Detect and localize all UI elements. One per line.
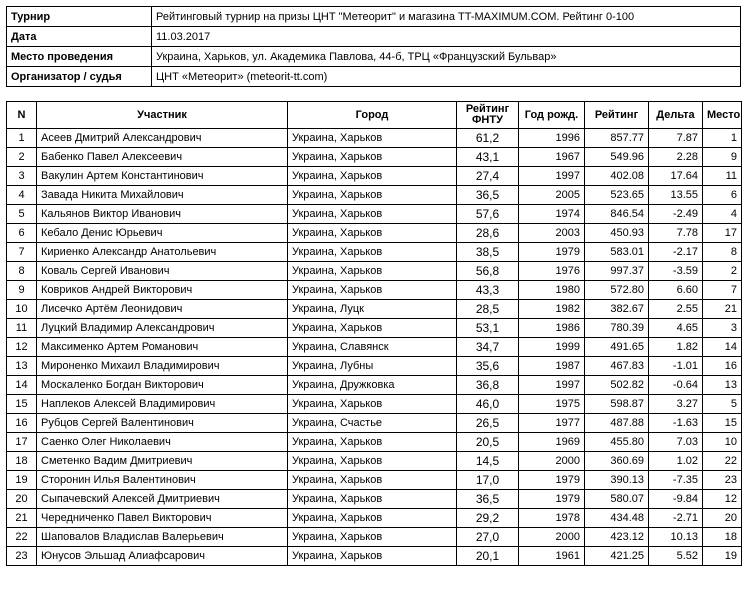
cell-fntu-rating: 28,6 [457, 224, 519, 243]
info-value: Украина, Харьков, ул. Академика Павлова, 44-б, ТРЦ «Французский Бульвар» [152, 47, 741, 67]
cell-fntu-rating: 36,5 [457, 490, 519, 509]
cell-place: 23 [703, 471, 742, 490]
cell-fntu-rating: 61,2 [457, 129, 519, 148]
cell-city: Украина, Славянск [288, 338, 457, 357]
cell-delta: -2.17 [649, 243, 703, 262]
cell-place: 20 [703, 509, 742, 528]
cell-delta: -0.64 [649, 376, 703, 395]
cell-rating: 450.93 [585, 224, 649, 243]
cell-city: Украина, Харьков [288, 490, 457, 509]
cell-place: 6 [703, 186, 742, 205]
cell-number: 23 [7, 547, 37, 566]
cell-fntu-rating: 26,5 [457, 414, 519, 433]
cell-rating: 857.77 [585, 129, 649, 148]
cell-place: 18 [703, 528, 742, 547]
cell-city: Украина, Харьков [288, 129, 457, 148]
table-row [7, 281, 742, 300]
cell-number: 19 [7, 471, 37, 490]
cell-city: Украина, Харьков [288, 186, 457, 205]
table-row [7, 376, 742, 395]
cell-city: Украина, Харьков [288, 262, 457, 281]
cell-place: 11 [703, 167, 742, 186]
cell-delta: 7.78 [649, 224, 703, 243]
cell-delta: -1.01 [649, 357, 703, 376]
cell-city: Украина, Лубны [288, 357, 457, 376]
cell-participant: Москаленко Богдан Викторович [37, 376, 288, 395]
cell-fntu-rating: 46,0 [457, 395, 519, 414]
cell-delta: -2.71 [649, 509, 703, 528]
cell-participant: Наплеков Алексей Владимирович [37, 395, 288, 414]
cell-city: Украина, Харьков [288, 452, 457, 471]
cell-participant: Сыпачевский Алексей Дмитриевич [37, 490, 288, 509]
cell-number: 22 [7, 528, 37, 547]
info-label: Турнир [7, 7, 152, 27]
table-row [7, 433, 742, 452]
cell-number: 14 [7, 376, 37, 395]
cell-participant: Шаповалов Владислав Валерьевич [37, 528, 288, 547]
info-value: Рейтинговый турнир на призы ЦНТ "Метеорит" и магазина TT-MAXIMUM.COM. Рейтинг 0-100 [152, 7, 741, 27]
cell-number: 6 [7, 224, 37, 243]
cell-rating: 580.07 [585, 490, 649, 509]
table-row [7, 148, 742, 167]
cell-rating: 549.96 [585, 148, 649, 167]
info-row [7, 27, 741, 47]
cell-participant: Рубцов Сергей Валентинович [37, 414, 288, 433]
header-fntu-rating: Рейтинг ФНТУ [457, 102, 519, 129]
cell-number: 10 [7, 300, 37, 319]
cell-birth-year: 2000 [519, 528, 585, 547]
table-row [7, 167, 742, 186]
cell-participant: Асеев Дмитрий Александрович [37, 129, 288, 148]
cell-number: 21 [7, 509, 37, 528]
cell-birth-year: 2005 [519, 186, 585, 205]
cell-birth-year: 1980 [519, 281, 585, 300]
table-row [7, 490, 742, 509]
cell-number: 1 [7, 129, 37, 148]
cell-city: Украина, Харьков [288, 148, 457, 167]
cell-birth-year: 1976 [519, 262, 585, 281]
info-label: Дата [7, 27, 152, 47]
table-row [7, 243, 742, 262]
cell-fntu-rating: 20,5 [457, 433, 519, 452]
cell-fntu-rating: 27,4 [457, 167, 519, 186]
cell-rating: 502.82 [585, 376, 649, 395]
cell-birth-year: 1999 [519, 338, 585, 357]
cell-place: 7 [703, 281, 742, 300]
cell-fntu-rating: 43,3 [457, 281, 519, 300]
cell-fntu-rating: 43,1 [457, 148, 519, 167]
cell-number: 7 [7, 243, 37, 262]
cell-birth-year: 1961 [519, 547, 585, 566]
cell-rating: 390.13 [585, 471, 649, 490]
results-header-row [7, 102, 742, 129]
cell-city: Украина, Харьков [288, 281, 457, 300]
cell-birth-year: 1996 [519, 129, 585, 148]
cell-place: 8 [703, 243, 742, 262]
cell-delta: 17.64 [649, 167, 703, 186]
cell-city: Украина, Дружковка [288, 376, 457, 395]
cell-birth-year: 1967 [519, 148, 585, 167]
cell-place: 17 [703, 224, 742, 243]
cell-number: 12 [7, 338, 37, 357]
cell-birth-year: 1982 [519, 300, 585, 319]
table-row [7, 395, 742, 414]
cell-delta: 2.28 [649, 148, 703, 167]
cell-birth-year: 1979 [519, 471, 585, 490]
cell-fntu-rating: 27,0 [457, 528, 519, 547]
cell-birth-year: 1979 [519, 490, 585, 509]
cell-birth-year: 1979 [519, 243, 585, 262]
table-row [7, 414, 742, 433]
cell-place: 10 [703, 433, 742, 452]
cell-fntu-rating: 29,2 [457, 509, 519, 528]
cell-number: 13 [7, 357, 37, 376]
cell-number: 16 [7, 414, 37, 433]
cell-city: Украина, Харьков [288, 167, 457, 186]
cell-number: 8 [7, 262, 37, 281]
cell-city: Украина, Харьков [288, 395, 457, 414]
table-row [7, 547, 742, 566]
info-value: ЦНТ «Метеорит» (meteorit-tt.com) [152, 67, 741, 87]
info-label: Организатор / судья [7, 67, 152, 87]
cell-city: Украина, Харьков [288, 319, 457, 338]
cell-birth-year: 1978 [519, 509, 585, 528]
cell-delta: 7.87 [649, 129, 703, 148]
cell-fntu-rating: 56,8 [457, 262, 519, 281]
cell-fntu-rating: 36,8 [457, 376, 519, 395]
cell-participant: Саенко Олег Николаевич [37, 433, 288, 452]
cell-rating: 487.88 [585, 414, 649, 433]
cell-fntu-rating: 14,5 [457, 452, 519, 471]
table-row [7, 452, 742, 471]
cell-rating: 583.01 [585, 243, 649, 262]
cell-rating: 997.37 [585, 262, 649, 281]
cell-place: 4 [703, 205, 742, 224]
info-label: Место проведения [7, 47, 152, 67]
cell-rating: 455.80 [585, 433, 649, 452]
cell-place: 1 [703, 129, 742, 148]
cell-city: Украина, Харьков [288, 547, 457, 566]
header-rating: Рейтинг [585, 102, 649, 129]
cell-place: 15 [703, 414, 742, 433]
cell-participant: Завада Никита Михайлович [37, 186, 288, 205]
cell-participant: Луцкий Владимир Александрович [37, 319, 288, 338]
cell-birth-year: 1975 [519, 395, 585, 414]
table-row [7, 186, 742, 205]
cell-participant: Кебало Денис Юрьевич [37, 224, 288, 243]
cell-rating: 467.83 [585, 357, 649, 376]
cell-birth-year: 2003 [519, 224, 585, 243]
cell-rating: 572.80 [585, 281, 649, 300]
cell-fntu-rating: 28,5 [457, 300, 519, 319]
header-birth-year: Год рожд. [519, 102, 585, 129]
header-delta: Дельта [649, 102, 703, 129]
cell-rating: 421.25 [585, 547, 649, 566]
cell-delta: 1.82 [649, 338, 703, 357]
cell-birth-year: 1974 [519, 205, 585, 224]
cell-city: Украина, Харьков [288, 528, 457, 547]
table-row [7, 224, 742, 243]
cell-birth-year: 2000 [519, 452, 585, 471]
header-participant: Участник [37, 102, 288, 129]
cell-number: 17 [7, 433, 37, 452]
cell-place: 9 [703, 148, 742, 167]
cell-delta: 5.52 [649, 547, 703, 566]
cell-number: 11 [7, 319, 37, 338]
cell-rating: 491.65 [585, 338, 649, 357]
cell-city: Украина, Харьков [288, 205, 457, 224]
cell-number: 5 [7, 205, 37, 224]
cell-city: Украина, Харьков [288, 243, 457, 262]
info-row [7, 47, 741, 67]
cell-number: 18 [7, 452, 37, 471]
cell-city: Украина, Счастье [288, 414, 457, 433]
cell-birth-year: 1977 [519, 414, 585, 433]
cell-city: Украина, Харьков [288, 509, 457, 528]
cell-place: 14 [703, 338, 742, 357]
table-row [7, 471, 742, 490]
table-row [7, 528, 742, 547]
cell-rating: 598.87 [585, 395, 649, 414]
cell-rating: 523.65 [585, 186, 649, 205]
cell-place: 5 [703, 395, 742, 414]
cell-participant: Кальянов Виктор Иванович [37, 205, 288, 224]
cell-fntu-rating: 36,5 [457, 186, 519, 205]
cell-place: 3 [703, 319, 742, 338]
cell-delta: -7.35 [649, 471, 703, 490]
cell-place: 12 [703, 490, 742, 509]
info-row [7, 67, 741, 87]
cell-number: 9 [7, 281, 37, 300]
cell-delta: 4.65 [649, 319, 703, 338]
cell-participant: Вакулин Артем Константинович [37, 167, 288, 186]
cell-rating: 382.67 [585, 300, 649, 319]
cell-rating: 780.39 [585, 319, 649, 338]
cell-delta: -3.59 [649, 262, 703, 281]
cell-city: Украина, Харьков [288, 433, 457, 452]
cell-number: 20 [7, 490, 37, 509]
cell-participant: Чередниченко Павел Викторович [37, 509, 288, 528]
cell-fntu-rating: 34,7 [457, 338, 519, 357]
cell-rating: 846.54 [585, 205, 649, 224]
cell-participant: Сторонин Илья Валентинович [37, 471, 288, 490]
cell-delta: -9.84 [649, 490, 703, 509]
cell-participant: Юнусов Эльшад Алиафсарович [37, 547, 288, 566]
cell-number: 4 [7, 186, 37, 205]
cell-delta: -1.63 [649, 414, 703, 433]
cell-delta: 10.13 [649, 528, 703, 547]
cell-participant: Сметенко Вадим Дмитриевич [37, 452, 288, 471]
info-value: 11.03.2017 [152, 27, 741, 47]
cell-birth-year: 1987 [519, 357, 585, 376]
cell-delta: 7.03 [649, 433, 703, 452]
cell-place: 21 [703, 300, 742, 319]
table-row [7, 338, 742, 357]
cell-city: Украина, Луцк [288, 300, 457, 319]
cell-place: 16 [703, 357, 742, 376]
cell-participant: Лисечко Артём Леонидович [37, 300, 288, 319]
cell-fntu-rating: 17,0 [457, 471, 519, 490]
table-row [7, 205, 742, 224]
header-place: Место [703, 102, 742, 129]
cell-delta: 3.27 [649, 395, 703, 414]
table-row [7, 319, 742, 338]
table-row [7, 129, 742, 148]
table-row [7, 357, 742, 376]
cell-fntu-rating: 57,6 [457, 205, 519, 224]
results-table [6, 101, 742, 566]
cell-number: 3 [7, 167, 37, 186]
cell-participant: Мироненко Михаил Владимирович [37, 357, 288, 376]
table-row [7, 300, 742, 319]
cell-place: 19 [703, 547, 742, 566]
info-row [7, 7, 741, 27]
header-city: Город [288, 102, 457, 129]
cell-fntu-rating: 35,6 [457, 357, 519, 376]
cell-birth-year: 1997 [519, 376, 585, 395]
tournament-info-table [6, 6, 741, 87]
cell-fntu-rating: 53,1 [457, 319, 519, 338]
cell-participant: Кириенко Александр Анатольевич [37, 243, 288, 262]
cell-number: 2 [7, 148, 37, 167]
cell-birth-year: 1969 [519, 433, 585, 452]
cell-delta: -2.49 [649, 205, 703, 224]
cell-rating: 434.48 [585, 509, 649, 528]
cell-place: 13 [703, 376, 742, 395]
cell-rating: 360.69 [585, 452, 649, 471]
cell-birth-year: 1997 [519, 167, 585, 186]
cell-participant: Коваль Сергей Иванович [37, 262, 288, 281]
cell-delta: 1.02 [649, 452, 703, 471]
table-row [7, 509, 742, 528]
cell-rating: 423.12 [585, 528, 649, 547]
table-row [7, 262, 742, 281]
cell-participant: Ковриков Андрей Викторович [37, 281, 288, 300]
cell-fntu-rating: 20,1 [457, 547, 519, 566]
header-number: N [7, 102, 37, 129]
cell-city: Украина, Харьков [288, 471, 457, 490]
cell-city: Украина, Харьков [288, 224, 457, 243]
cell-participant: Максименко Артем Романович [37, 338, 288, 357]
cell-number: 15 [7, 395, 37, 414]
cell-rating: 402.08 [585, 167, 649, 186]
cell-delta: 13.55 [649, 186, 703, 205]
cell-fntu-rating: 38,5 [457, 243, 519, 262]
cell-place: 2 [703, 262, 742, 281]
cell-participant: Бабенко Павел Алексеевич [37, 148, 288, 167]
cell-place: 22 [703, 452, 742, 471]
cell-delta: 6.60 [649, 281, 703, 300]
cell-delta: 2.55 [649, 300, 703, 319]
cell-birth-year: 1986 [519, 319, 585, 338]
